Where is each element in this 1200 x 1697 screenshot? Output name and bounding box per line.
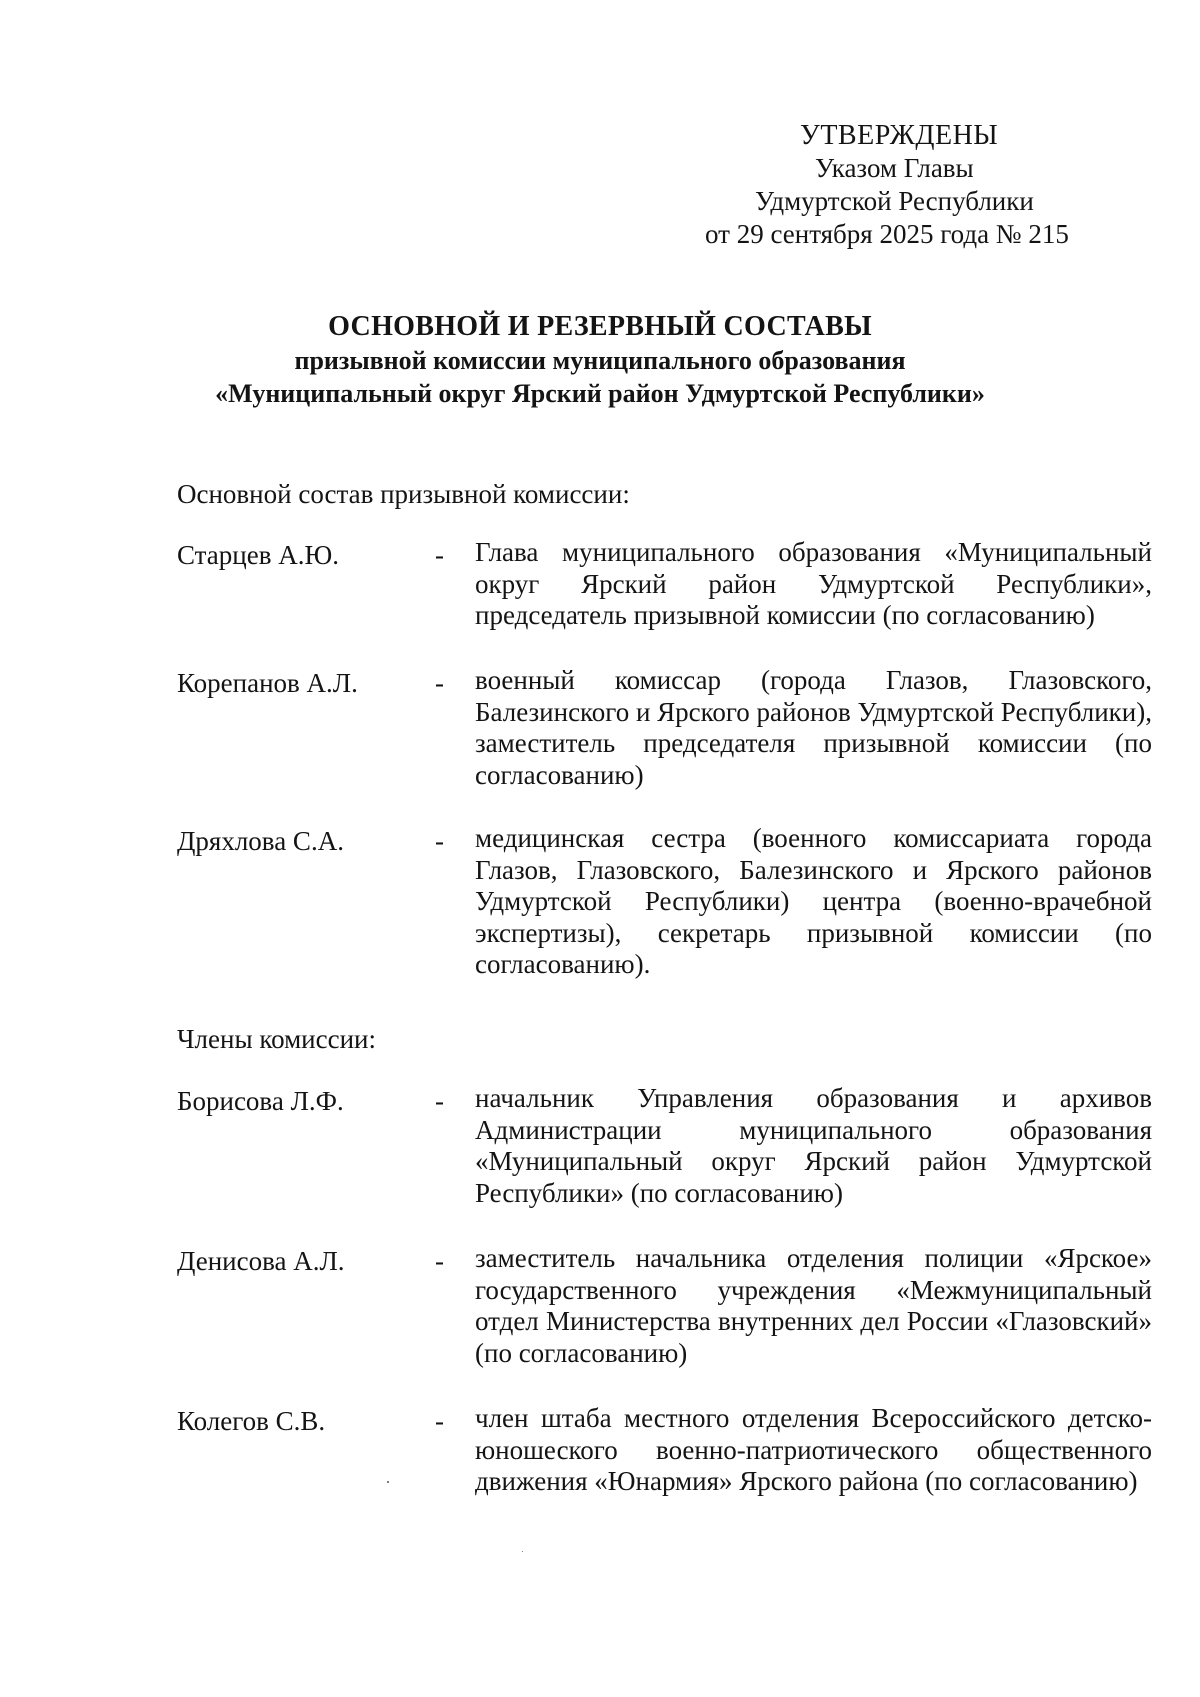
member-name: Борисова Л.Ф. xyxy=(177,1086,344,1116)
member-role: медицинская сестра (военного комиссариата города Глазов, Глазовского, Балезинского и Ярского районов Удмуртской Республики) центра (военно-врачебной экспертизы), секретарь призывной комиссии (по согласованию). xyxy=(475,823,1152,979)
member-dash: - xyxy=(435,668,444,698)
approval-line-3: от 29 сентября 2025 года № 215 xyxy=(705,219,1069,249)
member-role: начальник Управления образования и архивов Администрации муниципального образования «Муниципальный округ Ярский район Удмуртской Республики» (по согласованию) xyxy=(475,1083,1152,1208)
member-dash: - xyxy=(435,1086,444,1116)
main-section-label: Основной состав призывной комиссии: xyxy=(177,479,630,509)
member-name: Корепанов А.Л. xyxy=(177,668,358,698)
member-role: Глава муниципального образования «Муниципальный округ Ярский район Удмуртской Республики», председатель призывной комиссии (по согласованию) xyxy=(475,537,1152,630)
document-subtitle-1: призывной комиссии муниципального образования xyxy=(294,346,906,375)
member-name: Дряхлова С.А. xyxy=(177,826,344,856)
member-dash: - xyxy=(435,1246,444,1276)
members-section-label: Члены комиссии: xyxy=(177,1024,376,1054)
approval-stamp xyxy=(690,119,1130,251)
member-name: Денисова А.Л. xyxy=(177,1246,345,1276)
member-name: Колегов С.В. xyxy=(177,1406,326,1436)
approval-line-2: Удмуртской Республики xyxy=(755,186,1034,216)
scan-speck xyxy=(387,1481,389,1483)
member-role: военный комиссар (города Глазов, Глазовского, Балезинского и Ярского районов Удмуртской Республики), заместитель председателя призывной комиссии (по согласованию) xyxy=(475,665,1152,790)
member-role: заместитель начальника отделения полиции «Ярское» государственного учреждения «Межмуниципальный отдел Министерства внутренних дел России «Глазовский» (по согласованию) xyxy=(475,1243,1152,1368)
scan-speck xyxy=(522,1551,523,1552)
member-dash: - xyxy=(435,540,444,570)
document-title: ОСНОВНОЙ И РЕЗЕРВНЫЙ СОСТАВЫ xyxy=(328,311,872,342)
document-heading xyxy=(0,310,1200,410)
member-dash: - xyxy=(435,1406,444,1436)
document-subtitle-2: «Муниципальный округ Ярский район Удмуртской Республики» xyxy=(215,379,985,408)
member-name: Старцев А.Ю. xyxy=(177,540,339,570)
approval-title: УТВЕРЖДЕНЫ xyxy=(800,120,999,151)
member-role: член штаба местного отделения Всероссийского детско-юношеского военно-патриотического общественного движения «Юнармия» Ярского района (по согласованию) xyxy=(475,1403,1152,1496)
member-dash: - xyxy=(435,826,444,856)
approval-line-1: Указом Главы xyxy=(815,153,974,183)
